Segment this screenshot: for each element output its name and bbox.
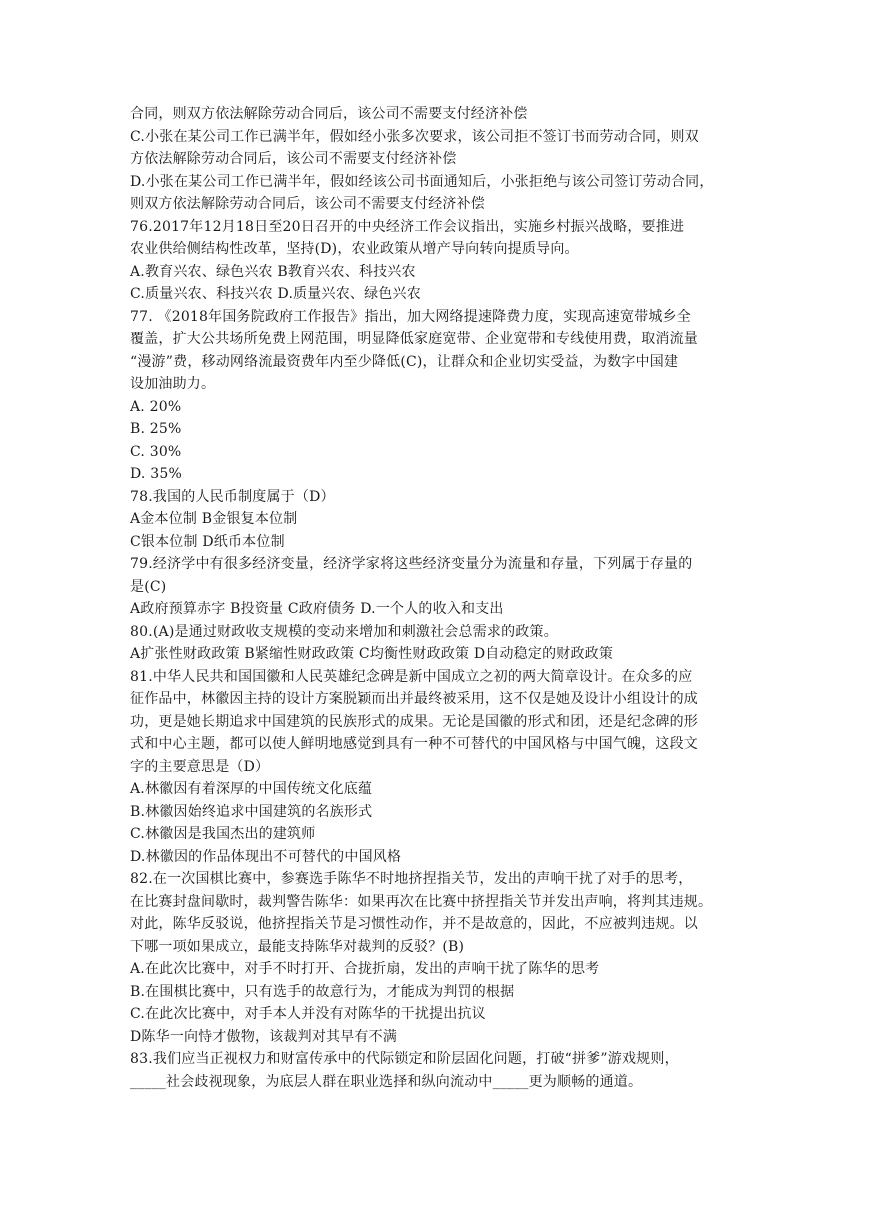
text-line: B.在围棋比赛中，只有选手的故意行为，才能成为判罚的根据 — [130, 983, 515, 1000]
text-line: 79.经济学中有很多经济变量，经济学家将这些经济变量分为流量和存量，下列属于存量的 — [130, 556, 693, 572]
text-line: 78.我国的人民币制度属于（D） — [130, 488, 335, 505]
text-line: D.林徽因的作品体现出不可替代的中国风格 — [130, 848, 402, 865]
text-line: A.教育兴农、绿色兴农 B教育兴农、科技兴农 — [130, 263, 416, 280]
text-line: 合同，则双方依法解除劳动合同后，该公司不需要支付经济补偿 — [130, 106, 528, 122]
text-line: D. 35% — [130, 466, 182, 482]
text-line: 则双方依法解除劳动合同后，该公司不需要支付经济补偿 — [130, 196, 485, 212]
text-line: A. 20% — [130, 398, 182, 415]
text-line: B.林徽因始终追求中国建筑的名族形式 — [130, 803, 373, 820]
text-line: “漫游”费，移动网络流最资费年内至少降低(C)，让群众和企业切实受益，为数字中国建 — [130, 353, 679, 370]
text-line: A政府预算赤字 B投资量 C政府债务 D.一个人的收入和支出 — [130, 601, 504, 617]
text-line: D.小张在某公司工作已满半年，假如经该公司书面通知后，小张拒绝与该公司签订劳动合同， — [130, 173, 714, 190]
text-line: 是(C) — [130, 578, 167, 595]
text-line: A金本位制 B金银复本位制 — [130, 511, 298, 527]
text-line: C银本位制 D纸币本位制 — [130, 533, 285, 550]
text-line: 设加油助力。 — [130, 376, 216, 392]
text-line: 82.在一次国棋比赛中，参赛选手陈华不时地挤捏指关节，发出的声响干扰了对手的思考， — [130, 871, 693, 887]
text-line: 农业供给侧结构性改革，坚持(D)，农业政策从增产导向转向提质导向。 — [130, 241, 579, 257]
text-line: _____社会歧视现象，为底层人群在职业选择和纵向流动中_____更为顺畅的通道。 — [130, 1073, 643, 1090]
text-line: A.林徽因有着深厚的中国传统文化底蕴 — [130, 781, 373, 797]
text-line: D陈华一向恃才傲物，该裁判对其早有不满 — [130, 1028, 398, 1045]
text-line: 76.2017年12月18日至20日召开的中央经济工作会议指出，实施乡村振兴战略，要推进 — [130, 218, 685, 235]
text-line: 对此，陈华反驳说，他挤捏指关节是习惯性动作，并不是故意的，因此，不应被判违规。以 — [130, 916, 698, 932]
text-line: 功，更是她长期追求中国建筑的民族形式的成果。无论是国徽的形式和团，还是纪念碑的形 — [130, 713, 698, 730]
text-line: 字的主要意思是（D） — [130, 758, 270, 775]
text-line: 下哪一项如果成立，最能支持陈华对裁判的反驳？(B) — [130, 938, 465, 955]
document-page — [130, 103, 742, 1093]
text-line: B. 25% — [130, 421, 182, 437]
text-line: 83.我们应当正视权力和财富传承中的代际锁定和阶层固化问题，打破“拼爹”游戏规则， — [130, 1051, 679, 1067]
text-line: 80.(A)是通过财政收支规模的变动来增加和刺激社会总需求的政策。 — [130, 623, 558, 640]
text-line: C. 30% — [130, 443, 182, 460]
text-line: C.质量兴农、科技兴农 D.质量兴农、绿色兴农 — [130, 286, 421, 302]
text-line: 式和中心主题，都可以使人鲜明地感觉到具有一种不可替代的中国风格与中国气魄，这段文 — [130, 736, 698, 752]
text-line: 方依法解除劳动合同后，该公司不需要支付经济补偿 — [130, 151, 457, 167]
text-line: 77. 《2018年国务院政府工作报告》指出，加大网络提速降费力度，实现高速宽带城乡全 — [130, 308, 691, 325]
text-line: C.林徽因是我国杰出的建筑师 — [130, 826, 316, 842]
text-line: C.在此次比赛中，对手本人并没有对陈华的干扰提出抗议 — [130, 1006, 486, 1022]
text-line: 81.中华人民共和国国徽和人民英雄纪念碑是新中国成立之初的两大简章设计。在众多的应 — [130, 668, 693, 685]
text-line: A.在此次比赛中，对手不时打开、合拢折扇，发出的声响干扰了陈华的思考 — [130, 961, 600, 977]
text-line: 征作品中，林徽因主持的设计方案脱颖而出并最终被采用，这不仅是她及设计小组设计的成 — [130, 691, 698, 707]
text-line: A扩张性财政政策 B紧缩性财政政策 C均衡性财政政策 D自动稳定的财政政策 — [130, 646, 614, 662]
text-line: 在比赛封盘间歇时，裁判警告陈华：如果再次在比赛中挤捏指关节并发出声响，将判其违规。 — [130, 893, 713, 910]
text-line: C.小张在某公司工作已满半年，假如经小张多次要求，该公司拒不签订书而劳动合同，则双 — [130, 128, 699, 145]
text-line: 覆盖，扩大公共场所免费上网范围，明显降低家庭宽带、企业宽带和专线使用费，取消流量 — [130, 331, 698, 347]
